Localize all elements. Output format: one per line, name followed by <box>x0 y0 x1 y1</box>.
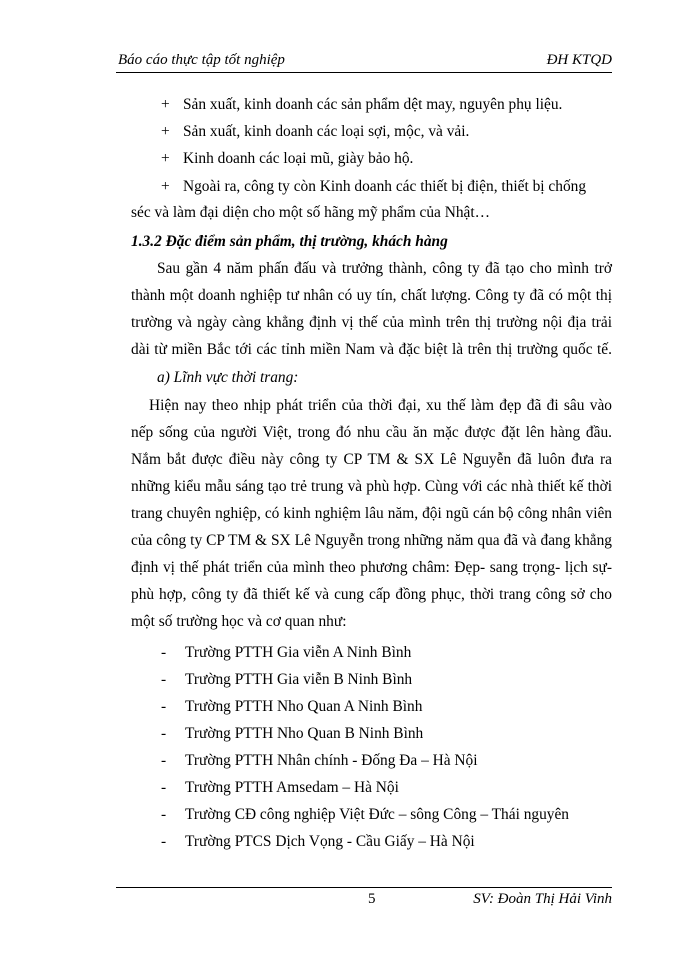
school-name: Trường PTTH Nhân chính - Đống Đa – Hà Nội <box>185 752 478 769</box>
plus-bullet-icon: + <box>161 123 170 140</box>
paragraph-line: Nắm bắt được điều này công ty CP TM & SX Lê Nguyễn đã luôn đưa ra <box>131 451 612 468</box>
school-list-item <box>161 833 475 851</box>
header-university: ĐH KTQD <box>546 52 612 68</box>
plus-bullet-item <box>161 123 469 141</box>
school-name: Trường PTTH Gia viễn B Ninh Bình <box>185 671 413 688</box>
footer-divider <box>116 887 612 888</box>
school-name: Trường PTTH Amsedam – Hà Nội <box>185 779 399 796</box>
school-name: Trường PTTH Gia viễn A Ninh Bình <box>185 644 412 661</box>
paragraph-line: những kiểu mẫu sáng tạo trẻ trung và phù hợp. Cùng với các nhà thiết kế thời <box>131 478 612 495</box>
paragraph-line: nếp sống của người Việt, trong đó nhu cầu ăn mặc được đặt lên hàng đầu. <box>131 424 612 441</box>
subheading: a) Lĩnh vực thời trang: <box>157 369 299 386</box>
dash-bullet-icon: - <box>161 806 167 823</box>
school-list-item <box>161 671 412 689</box>
page-number: 5 <box>368 891 376 907</box>
school-name: Trường PTCS Dịch Vọng - Cầu Giấy – Hà Nội <box>185 833 475 850</box>
school-list-item <box>161 779 399 797</box>
dash-bullet-icon: - <box>161 833 167 850</box>
paragraph-line: của công ty CP TM & SX Lê Nguyễn trong những năm qua đã và đang khẳng <box>131 532 612 549</box>
footer-student-name: SV: Đoàn Thị Hải Vinh <box>473 891 612 907</box>
paragraph-line: Sau gần 4 năm phấn đấu và trưởng thành, công ty đã tạo cho mình trở <box>157 260 612 277</box>
page-header <box>116 50 612 73</box>
plus-bullet-text: Sản xuất, kinh doanh các sản phẩm dệt may, nguyên phụ liệu. <box>183 96 563 113</box>
paragraph-line: định vị thế phát triển của mình theo phương châm: Đẹp- sang trọng- lịch sự- <box>131 559 612 576</box>
paragraph-line: phù hợp, công ty đã thiết kế và cung cấp đồng phục, thời trang công sở cho <box>131 586 612 603</box>
school-name: Trường PTTH Nho Quan B Ninh Bình <box>185 725 424 742</box>
header-report-title: Báo cáo thực tập tốt nghiệp <box>118 52 285 68</box>
dash-bullet-icon: - <box>161 752 167 769</box>
paragraph-line: thành một doanh nghiệp tư nhân có uy tín, chất lượng. Công ty đã có một thị <box>131 287 612 304</box>
dash-bullet-icon: - <box>161 698 167 715</box>
plus-bullet-text: Ngoài ra, công ty còn Kinh doanh các thiết bị điện, thiết bị chống <box>183 178 587 195</box>
plus-bullet-item <box>161 150 413 168</box>
school-list-item <box>161 806 569 824</box>
school-list-item <box>161 752 478 770</box>
school-list-item <box>161 698 422 716</box>
paragraph-line: trường và ngày càng khẳng định vị thế của mình trên thị trường nội địa trải <box>131 314 612 331</box>
dash-bullet-icon: - <box>161 779 167 796</box>
plus-bullet-text: Sản xuất, kinh doanh các loại sợi, mộc, và vải. <box>183 123 470 140</box>
plus-bullet-icon: + <box>161 150 170 167</box>
plus-bullet-item <box>161 96 562 114</box>
plus-bullet-icon: + <box>161 96 170 113</box>
dash-bullet-icon: - <box>161 644 167 661</box>
plus-bullet-text: Kinh doanh các loại mũ, giày bảo hộ. <box>183 150 414 167</box>
school-list-item <box>161 725 423 743</box>
section-heading: 1.3.2 Đặc điểm sản phẩm, thị trường, khách hàng <box>131 233 448 250</box>
plus-bullet-item <box>161 178 612 196</box>
plus-bullet-continuation: séc và làm đại diện cho một số hãng mỹ phẩm của Nhật… <box>131 204 491 221</box>
school-list-item <box>161 644 411 662</box>
paragraph-line: dài từ miền Bắc tới các tỉnh miền Nam và đặc biệt là trên thị trường quốc tế. <box>131 341 612 358</box>
paragraph-line: một số trường học và cơ quan như: <box>131 613 347 630</box>
plus-bullet-icon: + <box>161 178 170 195</box>
dash-bullet-icon: - <box>161 671 167 688</box>
paragraph-line: trang chuyên nghiệp, có kinh nghiệm lâu năm, đội ngũ cán bộ công nhân viên <box>131 505 612 522</box>
school-name: Trường PTTH Nho Quan A Ninh Bình <box>185 698 423 715</box>
school-name: Trường CĐ công nghiệp Việt Đức – sông Công – Thái nguyên <box>185 806 569 823</box>
paragraph-line: Hiện nay theo nhịp phát triển của thời đại, xu thế làm đẹp đã đi sâu vào <box>149 397 612 414</box>
dash-bullet-icon: - <box>161 725 167 742</box>
